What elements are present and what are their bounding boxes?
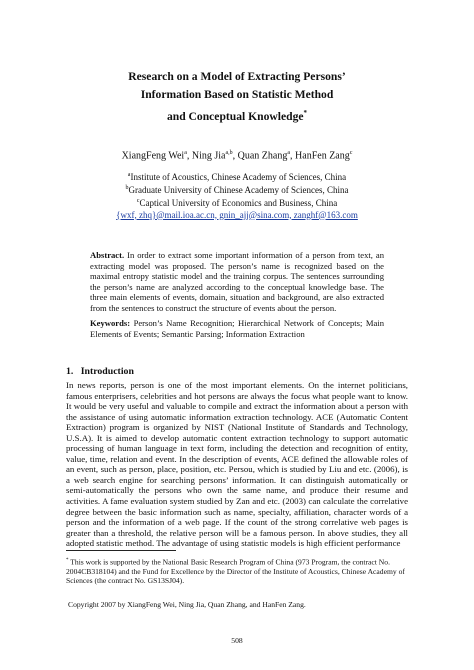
abstract-label: Abstract. [90,250,125,260]
abstract [90,250,384,313]
author-affil-mark: a [184,150,187,156]
title-footnote-mark: * [303,109,308,117]
author-affil-mark: a [287,150,291,156]
title-line-3 [60,104,414,126]
title-line-3-text: and Conceptual Knowledge [166,109,304,123]
keywords-text: Person’s Name Recognition; Hierarchical Network of Concepts; Main Elements of Events; Semantic Parsing; Information Extraction [90,318,385,339]
keywords-label: Keywords: [90,318,131,328]
section-heading [66,366,134,377]
paper-title [60,68,414,126]
affiliation-mark: c [136,198,140,205]
author-list: XiangFeng Wei$^a$, Ning Jia$^{a,b}$, Quan Zhang$^a$, HanFen Zang$^c$ [121,150,353,162]
keywords [90,318,384,339]
affiliation-list [40,170,434,221]
title-line-1: Research on a Model of Extracting Persons’ [128,70,346,83]
abstract-text: In order to extract some important information of a person from text, an extracting model was proposed. The person’s name is recognized based on the maximal entropy statistic model and the training corpus. The sentences surrounding the person’s name are analyzed according to the conceptual knowledge base. The three main elements of events, domain, situation and background, are also extracted from the sentences to construct the structure of events about the person. [90,250,384,313]
affiliation-mark: a [127,172,131,178]
page-number: 508 [231,636,243,645]
affiliation-text: Institute of Acoustics, Chinese Academy of Sciences, China [130,172,347,182]
affiliation-text: Captical University of Economics and Business, China [139,198,338,209]
footnote-mark: * [66,558,69,563]
author-affil-mark: c [349,150,353,156]
affiliation-item [40,183,434,196]
affiliation-item [40,196,434,209]
body-paragraph: In news reports, person is one of the most important elements. On the internet politicians, famous enterprisers, celebrities and hot persons are always the focus what people want to know. It would be very useful and valuable to compile and extract the information about a person with the assistance of using automatic information extraction technology. ACE (Automatic Content Extraction) program is organized by NIST (National Institute of Standards and Technology, U.S.A). It is aimed to develop automatic content extraction technology to support automatic processing of human language in text form, including the detection and recognition of entity, value, time, relation and event. In the description of events, ACE defined the allowable roles of an event, such as person, place, position, etc. Persou, which is studied by Liu and etc. (2006), is a web search engine for searching persons’ information. It can distinguish automatically or semi-automatically the persons who own the same name, and produce their resume and activities. A fame evaluation system studied by Zan and etc. (2003) can calculate the correlative degree between the basic information such as name, specialty, affiliation, character words of a person and the information of a web page. If the count of the strong correlative web pages is greater than a threshold, the relative person will be a famous person. In above studies, they all adopted statistic method. The advantage of using statistic models is high efficient performance [66,380,408,549]
copyright-notice: Copyright 2007 by XiangFeng Wei, Ning Jia, Quan Zhang, and HanFen Zang. [68,600,306,609]
author-name: Quan Zhang [237,150,288,162]
title-line-2: Information Based on Statistic Method [140,88,334,101]
author-name: Ning Jia [191,150,226,162]
affiliation-text: Graduate University of Chinese Academy of Sciences, China [128,185,349,196]
footnote-text: This work is supported by the National Basic Research Program of China (973 Program, the contract No. 2004CB318104) and the Fund for Excellence by the Director of the Institute of Acoustics, Chinese Academy of Sciences (the contract No. GS13SJ04). [66,557,405,586]
author-emails[interactable]: {wxf, zhq}@mail.ioa.ac.cn, gnin_ajj@sina.com, zanghf@163.com [116,209,358,220]
footnote [66,556,408,586]
section-number: 1. [66,366,74,377]
author-name: XiangFeng Wei [121,150,185,162]
footnote-divider [66,550,176,551]
author-affil-mark: a,b [225,150,233,156]
section-title: Introduction [80,366,134,377]
affiliation-item [40,170,434,183]
author-name: HanFen Zang [295,150,350,162]
affiliation-mark: b [125,185,129,192]
